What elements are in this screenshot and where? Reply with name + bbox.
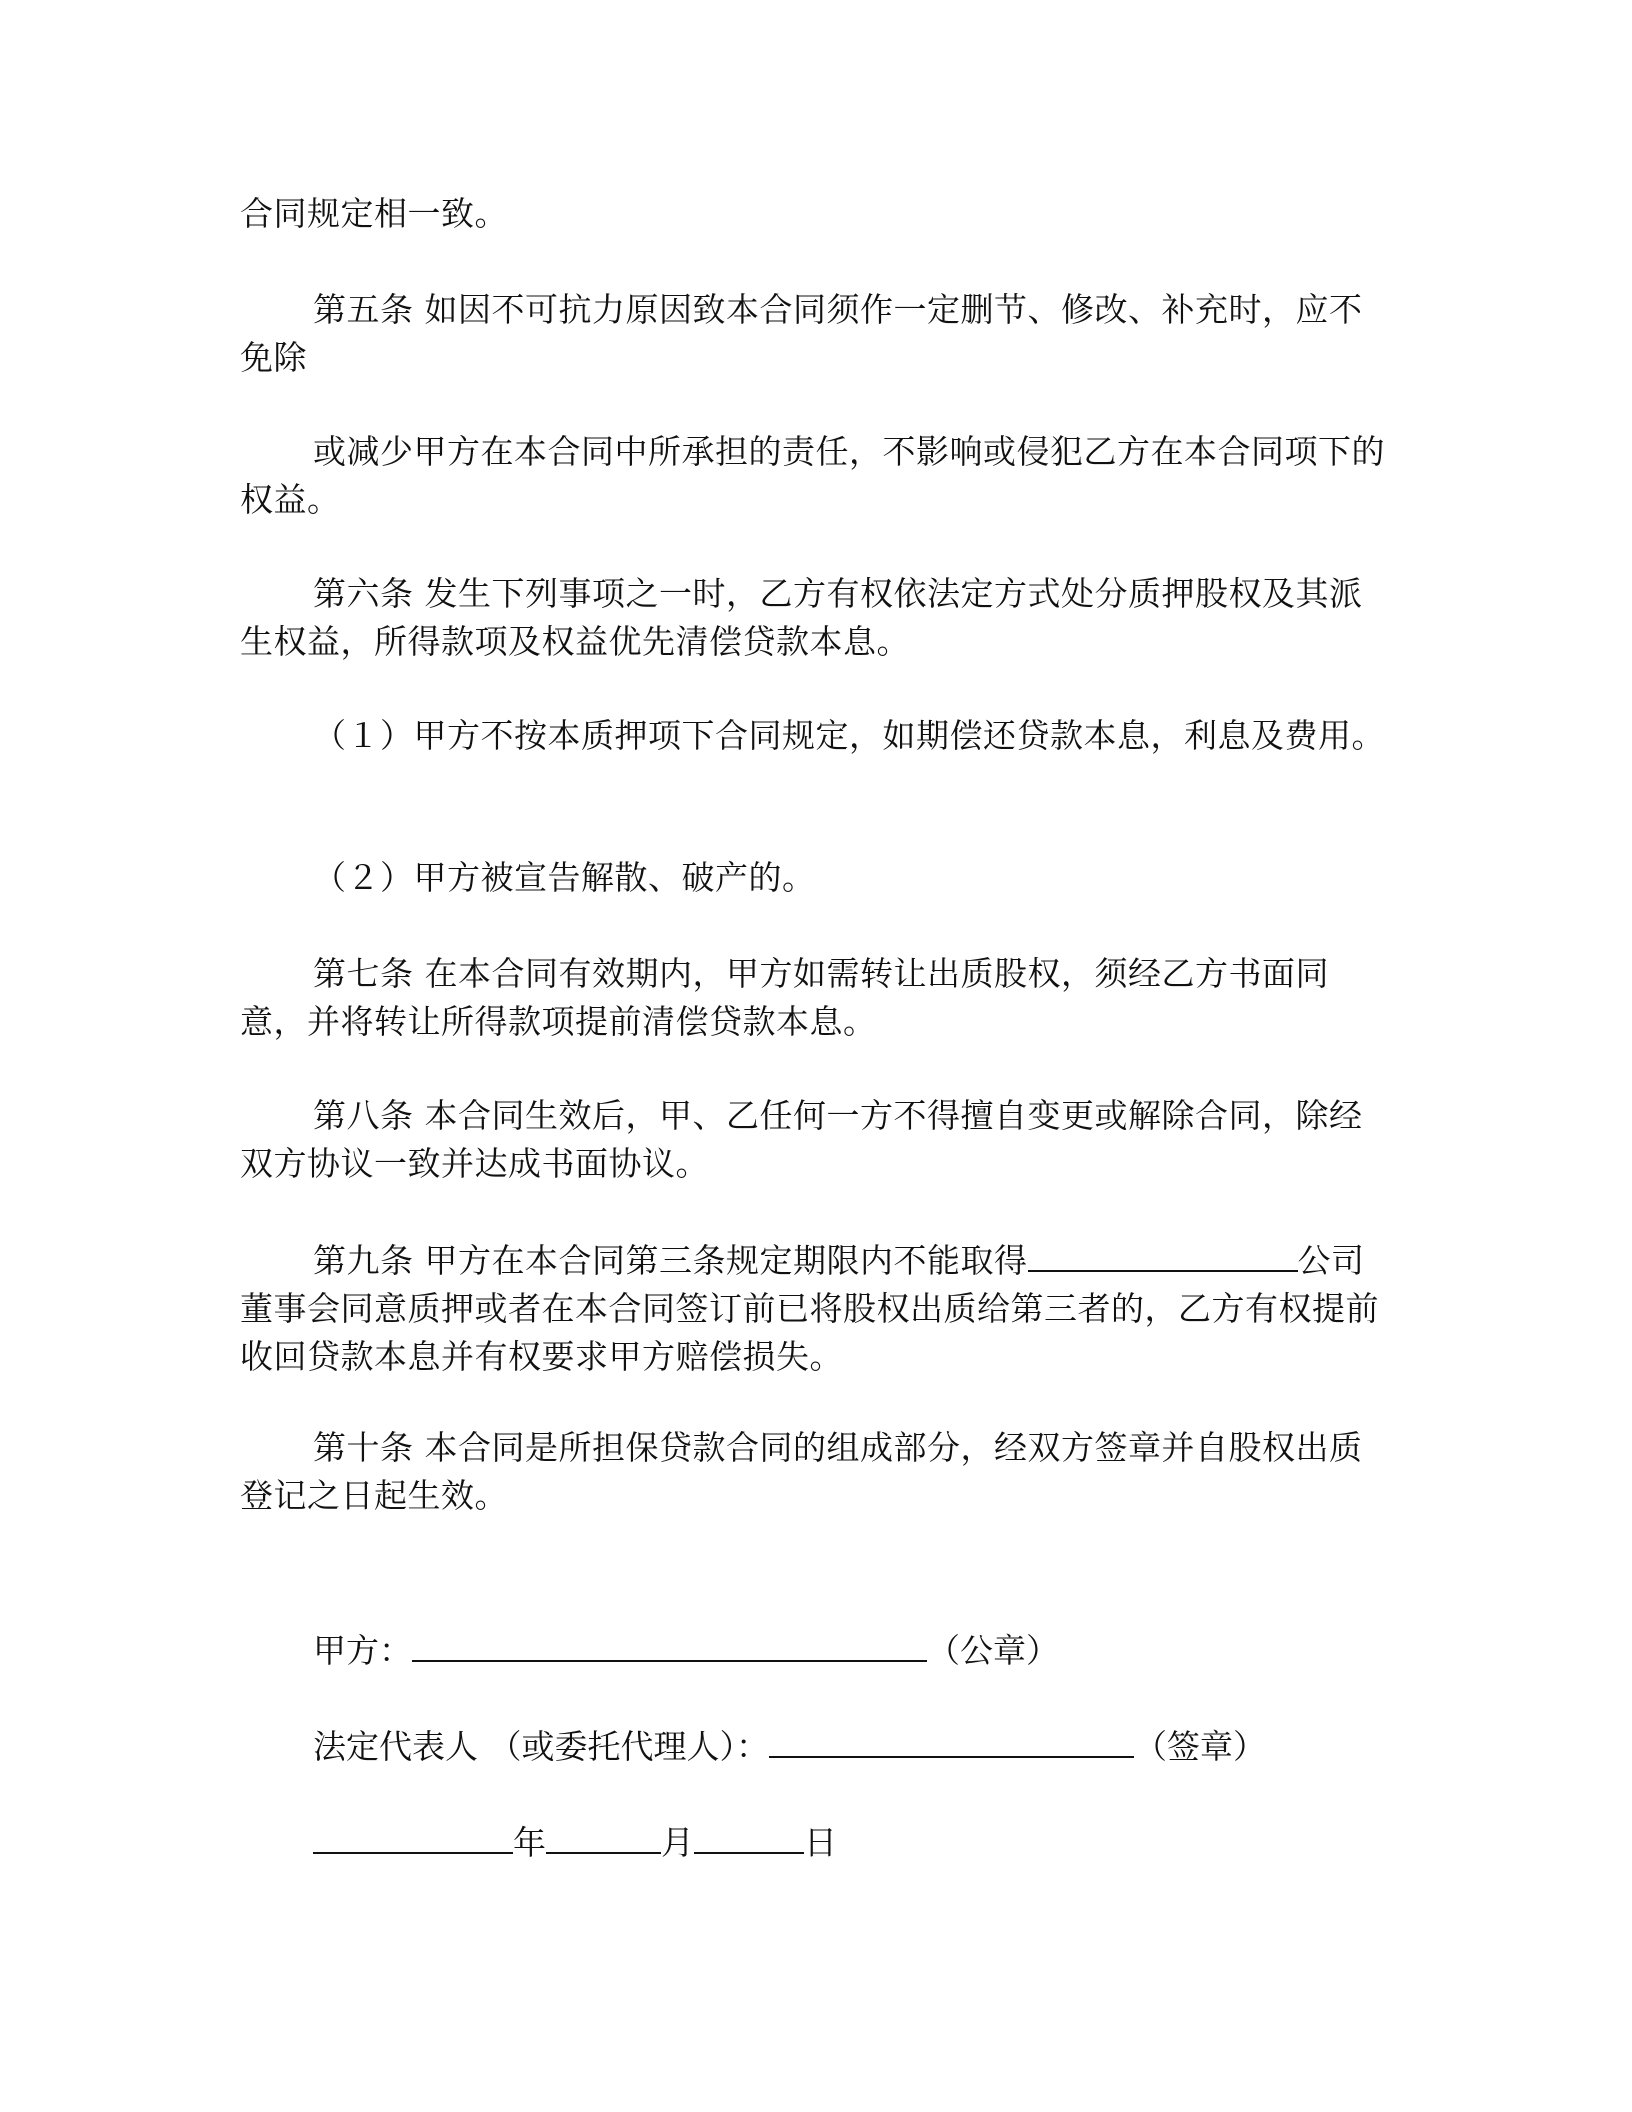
date-line: [313, 1816, 837, 1867]
company-name-blank: [1028, 1234, 1298, 1272]
paragraph-continuation: 合同规定相一致。: [240, 194, 508, 233]
day-blank: [694, 1816, 804, 1854]
article-9-lead-text: 第九条 甲方在本合同第三条规定期限内不能取得: [313, 1241, 1028, 1280]
party-a-seal: （公章）: [927, 1631, 1059, 1670]
year-blank: [313, 1816, 513, 1854]
day-label: 日: [804, 1823, 837, 1862]
representative-signature-line: [313, 1720, 1266, 1771]
month-blank: [546, 1816, 661, 1854]
article-5-part-2: 或减少甲方在本合同中所承担的责任，不影响或侵犯乙方在本合同项下的权益。: [240, 432, 1385, 519]
article-6-item-1: （１）甲方不按本质押项下合同规定，如期偿还贷款本息，利息及费用。: [313, 716, 1385, 755]
year-label: 年: [513, 1823, 546, 1862]
article-8: 第八条 本合同生效后，甲、乙任何一方不得擅自变更或解除合同，除经双方协议一致并达成书面协议。: [240, 1096, 1363, 1183]
article-5-part-1: 第五条 如因不可抗力原因致本合同须作一定删节、修改、补充时，应不免除: [240, 290, 1363, 377]
month-label: 月: [661, 1823, 694, 1862]
representative-label: 法定代表人 （或委托代理人）：: [313, 1727, 769, 1766]
representative-blank: [769, 1720, 1134, 1758]
article-7: 第七条 在本合同有效期内，甲方如需转让出质股权，须经乙方书面同意，并将转让所得款项提前清偿贷款本息。: [240, 954, 1329, 1041]
party-a-label: 甲方：: [313, 1631, 412, 1670]
representative-seal: （签章）: [1134, 1727, 1266, 1766]
party-a-blank: [412, 1624, 927, 1662]
party-a-signature-line: [313, 1624, 1059, 1675]
article-6: 第六条 发生下列事项之一时，乙方有权依法定方式处分质押股权及其派生权益，所得款项及权益优先清偿贷款本息。: [240, 574, 1363, 661]
article-9: [240, 1234, 1390, 1381]
article-6-item-2: （２）甲方被宣告解散、破产的。: [313, 858, 816, 897]
article-10: 第十条 本合同是所担保贷款合同的组成部分，经双方签章并自股权出质登记之日起生效。: [240, 1428, 1363, 1515]
article-9-body-text: 公司董事会同意质押或者在本合同签订前已将股权出质给第三者的，乙方有权提前收回贷款本息并有权要求甲方赔偿损失。: [240, 1241, 1379, 1376]
